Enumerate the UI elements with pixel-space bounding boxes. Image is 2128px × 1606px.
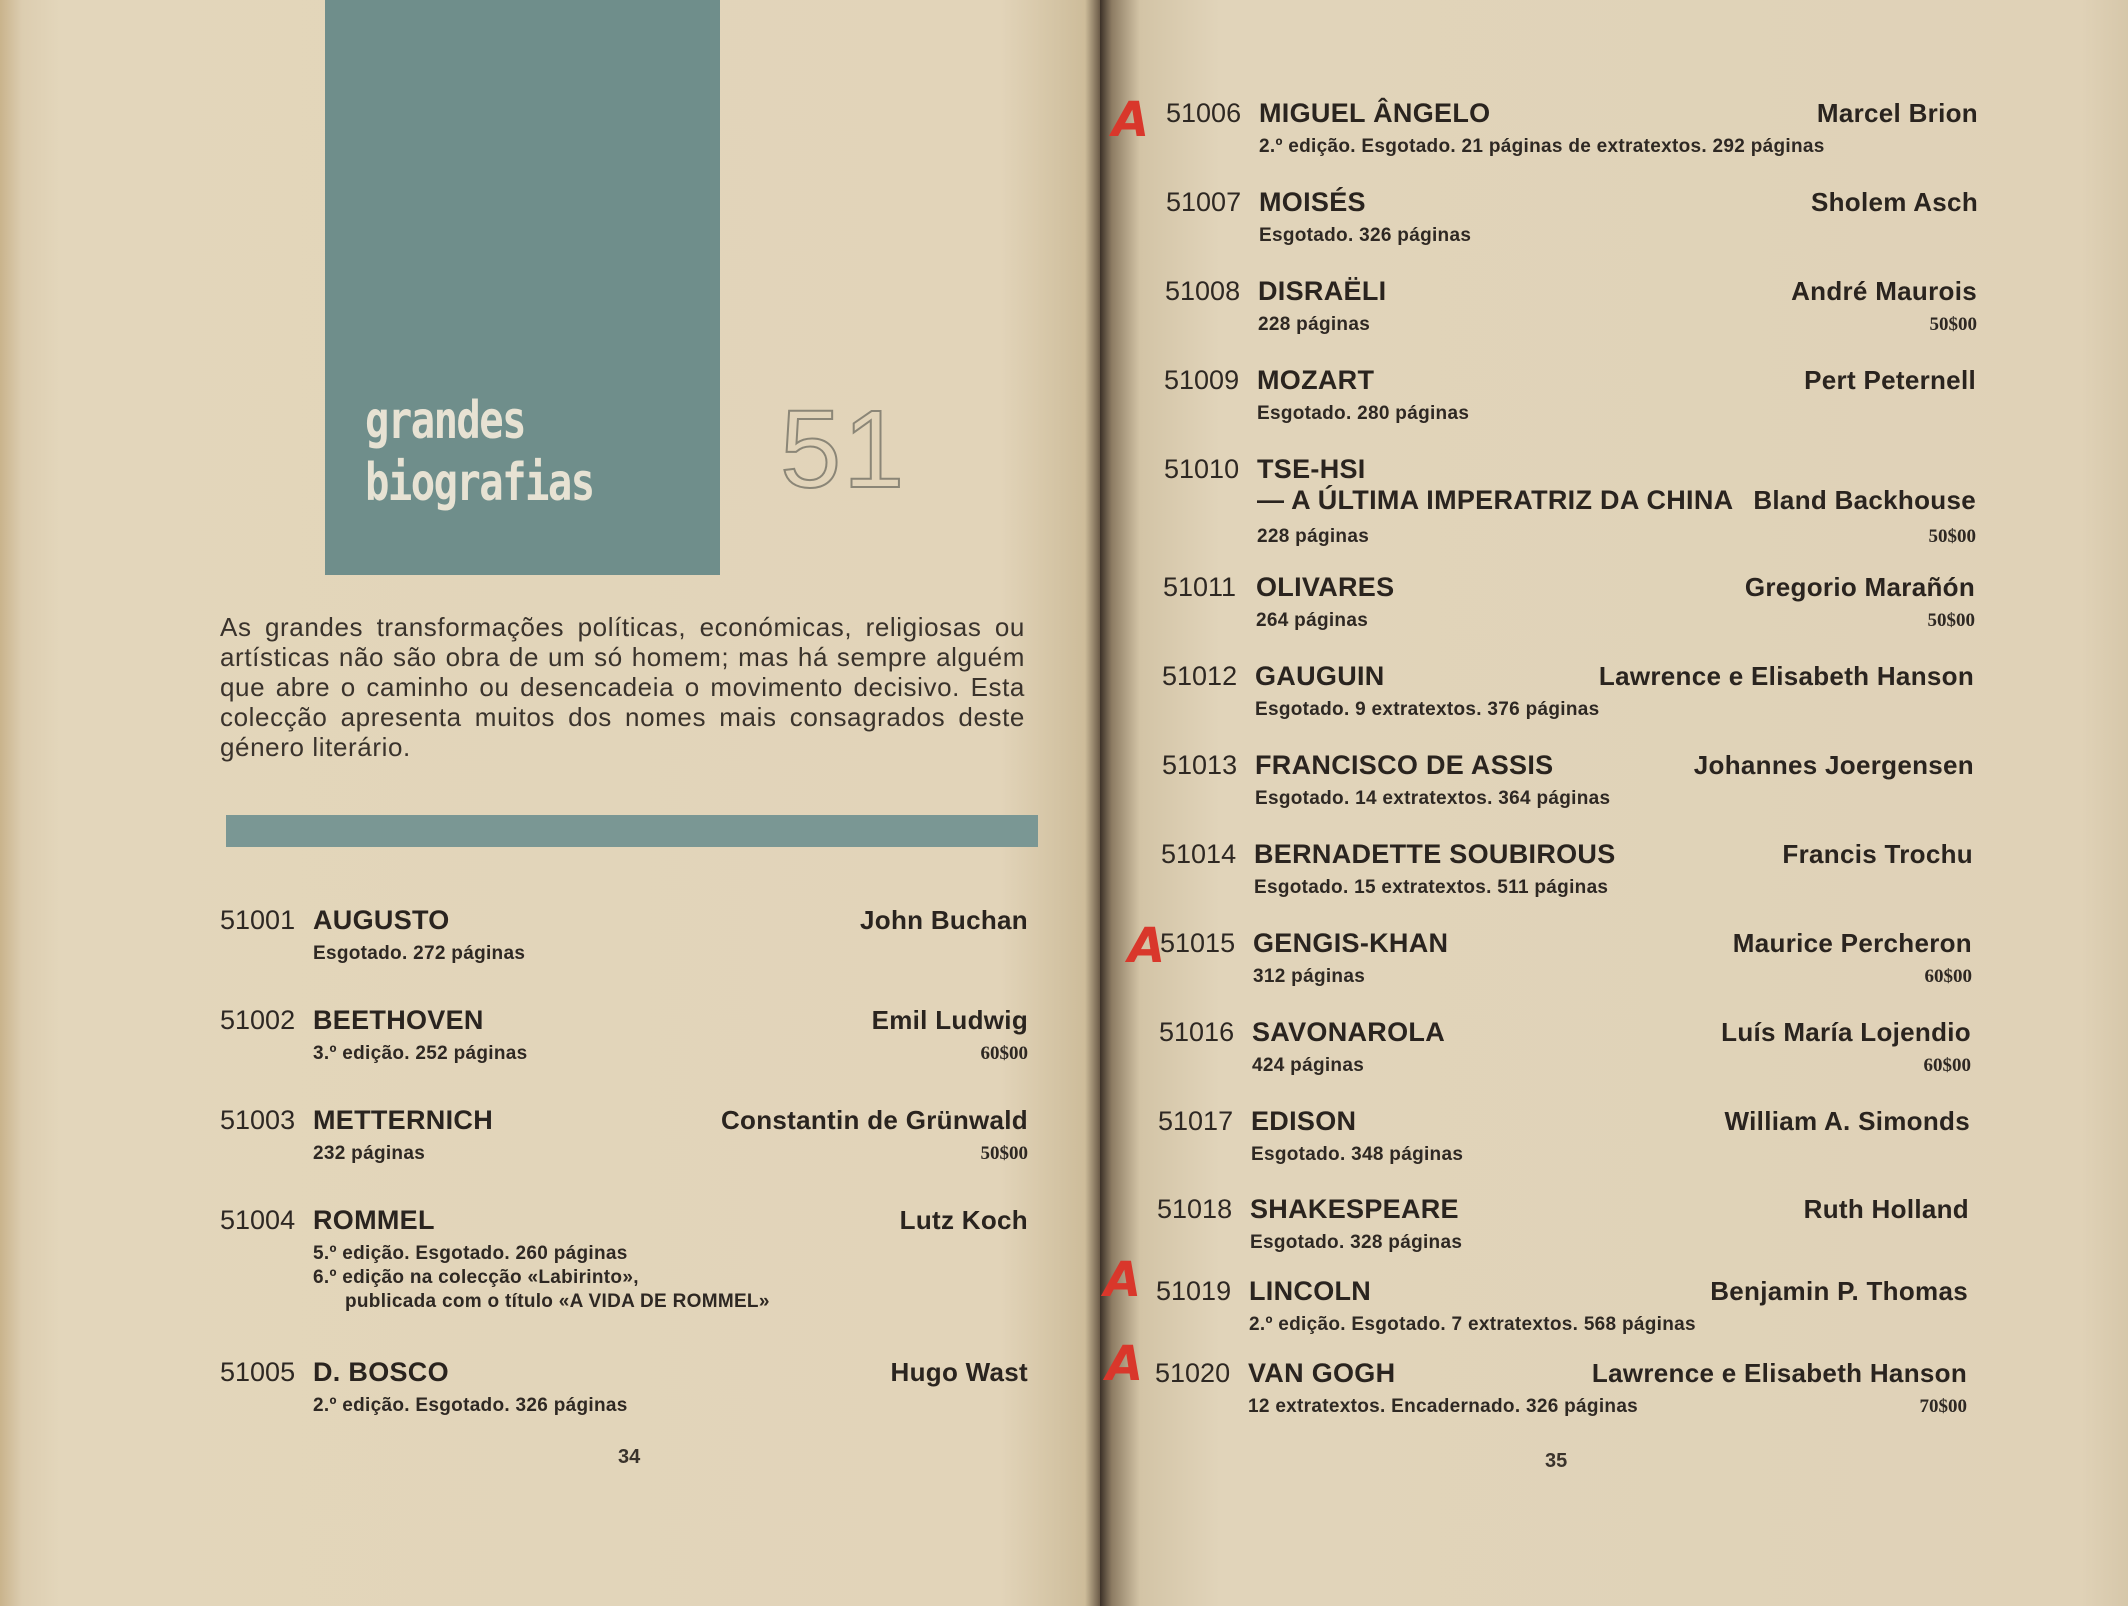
divider-bar (226, 815, 1038, 847)
entry-number: 51010 (1164, 454, 1240, 484)
entry-author: Emil Ludwig (871, 1005, 1028, 1035)
entry-number: 51019 (1156, 1276, 1232, 1306)
list-item (1157, 1194, 1969, 1264)
list-item (1166, 187, 1978, 257)
entry-author: Maurice Percheron (1732, 928, 1972, 958)
entry-title: AUGUSTO (313, 905, 450, 935)
page-number: 34 (618, 1446, 641, 1468)
entry-title: TSE-HSI (1257, 454, 1366, 484)
entry-title: ROMMEL (313, 1205, 435, 1235)
series-title-line2: biografias (365, 453, 594, 513)
entry-author: André Maurois (1791, 276, 1977, 306)
entry-detail: 424 páginas (1252, 1055, 1365, 1076)
entry-number: 51005 (220, 1357, 296, 1387)
entry-number: 51014 (1161, 839, 1237, 869)
entry-detail: 264 páginas (1256, 610, 1369, 631)
entry-title: EDISON (1251, 1106, 1357, 1136)
entry-price: 50$00 (1927, 610, 1975, 631)
entry-number: 51020 (1155, 1358, 1231, 1388)
entry-detail: Esgotado. 328 páginas (1250, 1232, 1463, 1253)
entry-number: 51004 (220, 1205, 296, 1235)
entry-price: 60$00 (1923, 1055, 1971, 1076)
entry-author: Constantin de Grünwald (720, 1105, 1028, 1135)
handwritten-mark: A (1104, 1252, 1142, 1308)
series-title-block (325, 0, 720, 575)
entry-detail: 2.º edição. Esgotado. 326 páginas (313, 1395, 628, 1416)
entry-number: 51015 (1160, 928, 1236, 958)
entry-author: John Buchan (860, 905, 1028, 935)
entry-detail: Esgotado. 326 páginas (1259, 225, 1472, 246)
entry-detail: 5.º edição. Esgotado. 260 páginas (313, 1243, 628, 1264)
entry-title: METTERNICH (313, 1105, 493, 1135)
entry-detail: Esgotado. 14 extratextos. 364 páginas (1255, 788, 1611, 809)
page-number: 35 (1545, 1450, 1568, 1472)
list-item (1162, 661, 1974, 731)
list-item (1165, 276, 1977, 346)
entry-title: BERNADETTE SOUBIROUS (1254, 839, 1616, 869)
list-item (1163, 572, 1975, 642)
entry-number: 51013 (1162, 750, 1238, 780)
list-item (220, 1205, 1028, 1325)
list-item (220, 1357, 1028, 1427)
entry-number: 51001 (220, 905, 296, 935)
list-item (220, 1105, 1028, 1175)
entry-title: GENGIS-KHAN (1253, 928, 1449, 958)
entry-number: 51002 (220, 1005, 296, 1035)
list-item (1161, 839, 1973, 909)
right-page (1100, 0, 2128, 1606)
entry-author: Sholem Asch (1810, 187, 1978, 217)
entry-detail: Esgotado. 272 páginas (313, 943, 526, 964)
entry-author: Pert Peternell (1804, 365, 1976, 395)
entry-title: BEETHOVEN (313, 1005, 484, 1035)
entry-title: FRANCISCO DE ASSIS (1255, 750, 1554, 780)
list-item (1158, 1106, 1970, 1176)
entry-author: Luís María Lojendio (1721, 1017, 1971, 1047)
list-item (1159, 1017, 1971, 1087)
entry-author: Hugo Wast (890, 1357, 1028, 1387)
entry-number: 51008 (1165, 276, 1241, 306)
entry-price: 70$00 (1919, 1396, 1967, 1417)
entry-author: Benjamin P. Thomas (1710, 1276, 1968, 1306)
entry-detail: publicada com o título «A VIDA DE ROMMEL» (345, 1291, 770, 1312)
entry-number: 51007 (1166, 187, 1242, 217)
entry-author: Lawrence e Elisabeth Hanson (1598, 661, 1974, 691)
entry-number: 51017 (1158, 1106, 1234, 1136)
entry-price: 50$00 (980, 1143, 1028, 1164)
entry-number: 51018 (1157, 1194, 1233, 1224)
entry-author: Lawrence e Elisabeth Hanson (1591, 1358, 1967, 1388)
handwritten-mark: A (1106, 1336, 1144, 1392)
entry-price: 50$00 (1929, 314, 1977, 335)
entry-detail: Esgotado. 280 páginas (1257, 403, 1470, 424)
entry-number: 51003 (220, 1105, 296, 1135)
entry-title: VAN GOGH (1248, 1358, 1396, 1388)
entry-detail: 6.º edição na colecção «Labirinto», (313, 1267, 639, 1288)
entry-title: LINCOLN (1249, 1276, 1372, 1306)
entry-price: 60$00 (980, 1043, 1028, 1064)
entry-author: Francis Trochu (1782, 839, 1973, 869)
entry-subtitle: — A ÚLTIMA IMPERATRIZ DA CHINA (1257, 485, 1734, 515)
entry-detail: 3.º edição. 252 páginas (313, 1043, 528, 1064)
entry-detail: 228 páginas (1257, 526, 1370, 547)
entry-number: 51012 (1162, 661, 1238, 691)
entry-author: Lutz Koch (899, 1205, 1028, 1235)
entry-author: Marcel Brion (1816, 98, 1978, 128)
list-item (220, 905, 1028, 975)
entry-number: 51011 (1163, 572, 1237, 602)
entry-title: MOZART (1257, 365, 1375, 395)
entry-detail: 232 páginas (313, 1143, 426, 1164)
entry-detail: 228 páginas (1258, 314, 1371, 335)
entry-author: Ruth Holland (1803, 1194, 1969, 1224)
entry-price: 50$00 (1928, 526, 1976, 547)
series-title (365, 390, 594, 514)
entry-title: MIGUEL ÂNGELO (1259, 98, 1491, 128)
entry-title: SHAKESPEARE (1250, 1194, 1459, 1224)
list-item (1156, 1276, 1968, 1346)
list-item (1160, 928, 1972, 998)
entry-detail: Esgotado. 348 páginas (1251, 1144, 1464, 1165)
entry-detail: 12 extratextos. Encadernado. 326 páginas (1248, 1396, 1639, 1417)
entry-title: MOISÉS (1259, 187, 1366, 217)
handwritten-mark: A (1112, 92, 1150, 148)
list-item (1166, 98, 1978, 168)
intro-paragraph: As grandes transformações políticas, económicas, religiosas ou artísticas não são obra de um só homem; mas há sempre alguém que abre o caminho ou desencadeia o movimento decisivo. Esta colecção apresenta muitos dos nomes mais consagrados deste género literário. (220, 612, 1025, 762)
series-title-line1: grandes (365, 391, 526, 451)
entry-detail: 2.º edição. Esgotado. 7 extratextos. 568 páginas (1249, 1314, 1696, 1335)
entry-title: DISRAËLI (1258, 276, 1387, 306)
entry-title: SAVONAROLA (1252, 1017, 1446, 1047)
entry-number: 51009 (1164, 365, 1240, 395)
entry-author: Bland Backhouse (1753, 485, 1976, 515)
entry-detail: Esgotado. 15 extratextos. 511 páginas (1254, 877, 1609, 898)
list-item (220, 1005, 1028, 1075)
list-item (1164, 365, 1976, 435)
list-item (1155, 1358, 1967, 1428)
list-item (1162, 750, 1974, 820)
series-number: 51 (780, 388, 907, 511)
entry-detail: 312 páginas (1253, 966, 1366, 987)
entry-detail: Esgotado. 9 extratextos. 376 páginas (1255, 699, 1600, 720)
list-item (1164, 454, 1976, 554)
entry-number: 51016 (1159, 1017, 1235, 1047)
entry-title: GAUGUIN (1255, 661, 1385, 691)
entry-title: OLIVARES (1256, 572, 1395, 602)
handwritten-mark: A (1128, 918, 1166, 974)
entry-author: Gregorio Marañón (1744, 572, 1975, 602)
entry-author: Johannes Joergensen (1693, 750, 1974, 780)
entry-title: D. BOSCO (313, 1357, 449, 1387)
entry-detail: 2.º edição. Esgotado. 21 páginas de extratextos. 292 páginas (1259, 136, 1825, 157)
entry-price: 60$00 (1924, 966, 1972, 987)
entry-number: 51006 (1166, 98, 1242, 128)
entry-author: William A. Simonds (1724, 1106, 1970, 1136)
